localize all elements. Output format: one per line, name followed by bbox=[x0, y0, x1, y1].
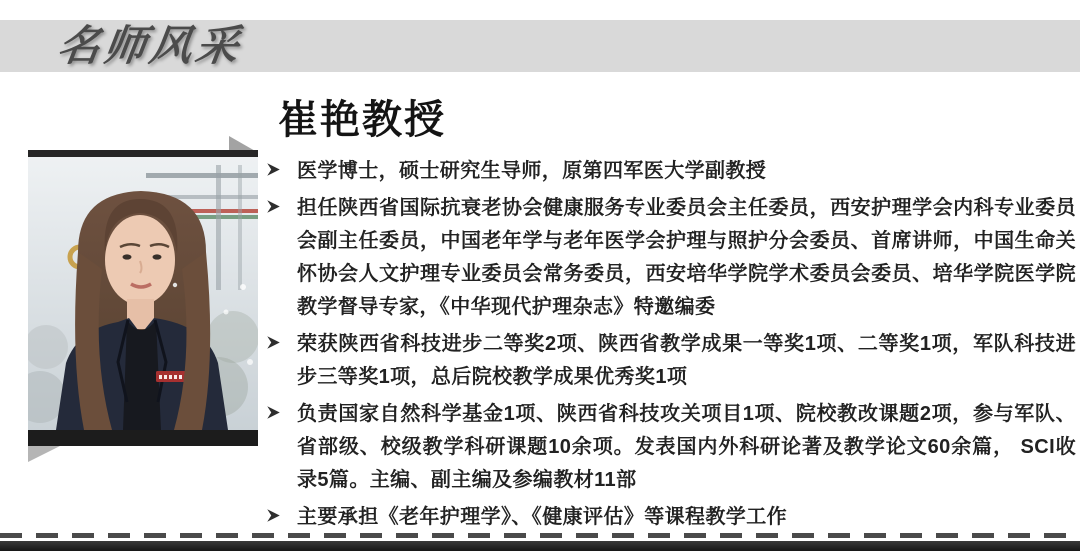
list-item bbox=[266, 328, 1076, 394]
credential-text: 荣获陕西省科技进步二等奖2项、陕西省教学成果一等奖1项、二等奖1项，军队科技进步三等奖1项，总后院校教学成果优秀奖1项 bbox=[297, 333, 1076, 388]
credentials-list bbox=[266, 155, 1076, 538]
list-item bbox=[266, 155, 1076, 188]
photo-top-border bbox=[28, 150, 258, 157]
credential-text: 主要承担《老年护理学》、《健康评估》等课程教学工作 bbox=[297, 506, 787, 528]
section-banner bbox=[0, 20, 1080, 72]
arrow-bullet-icon bbox=[266, 398, 297, 497]
section-title: 名师风采 bbox=[54, 22, 246, 69]
portrait-image bbox=[28, 157, 258, 430]
list-item bbox=[266, 501, 1076, 534]
list-item bbox=[266, 398, 1076, 497]
arrow-bullet-icon bbox=[266, 155, 297, 188]
arrow-bullet-icon bbox=[266, 501, 297, 534]
bottom-dashed-divider bbox=[0, 533, 1080, 538]
professor-photo bbox=[28, 150, 258, 446]
arrow-bullet-icon bbox=[266, 192, 297, 324]
credential-text: 医学博士，硕士研究生导师，原第四军医大学副教授 bbox=[297, 160, 767, 182]
bottom-bar bbox=[0, 541, 1080, 551]
credential-text: 担任陕西省国际抗衰老协会健康服务专业委员会主任委员，西安护理学会内科专业委员会副主任委员，中国老年学与老年医学会护理与照护分会委员、首席讲师，中国生命关怀协会人文护理专业委员会常务委员，西安培华学院学术委员会委员、培华学院医学院教学督导专家，《中华现代护理杂志》特邀编委 bbox=[297, 197, 1076, 318]
portrait-illustration bbox=[28, 157, 258, 430]
list-item bbox=[266, 192, 1076, 324]
photo-fold-bottom-left bbox=[28, 446, 60, 462]
photo-bottom-border bbox=[28, 430, 258, 446]
credential-text: 负责国家自然科学基金1项、陕西省科技攻关项目1项、院校教改课题2项，参与军队、省部级、校级教学科研课题10余项。发表国内外科研论著及教学论文60余篇， SCI收录5篇。主编、副主编及参编教材11部 bbox=[297, 403, 1076, 491]
professor-name: 崔艳教授 bbox=[278, 98, 446, 142]
arrow-bullet-icon bbox=[266, 328, 297, 394]
